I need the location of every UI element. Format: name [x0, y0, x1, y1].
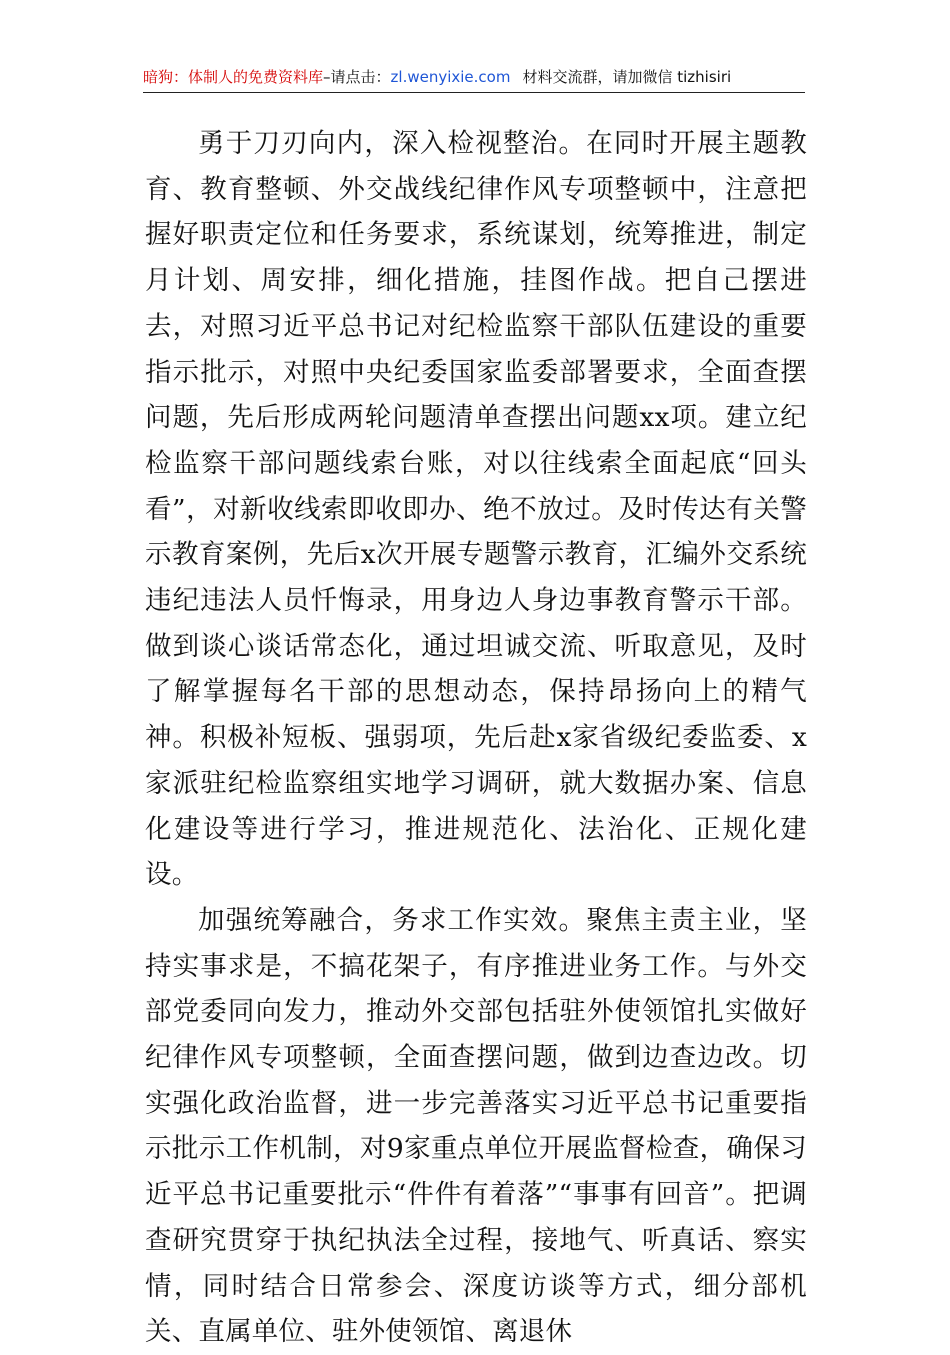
paragraph-1: 勇于刀刃向内，深入检视整治。在同时开展主题教育、教育整顿、外交战线纪律作风专项整顿中，注意把握好职责定位和任务要求，系统谋划，统筹推进，制定月计划、周安排，细化措施，挂图作战。把自己摆进去，对照习近平总书记对纪检监察干部队伍建设的重要指示批示，对照中央纪委国家监委部署要求，全面查摆问题，先后形成两轮问题清单查摆出问题xx项。建立纪检监察干部问题线索台账，对以往线索全面起底“回头看”，对新收线索即收即办、绝不放过。及时传达有关警示教育案例，先后x次开展专题警示教育，汇编外交系统违纪违法人员忏悔录，用身边人身边事教育警示干部。做到谈心谈话常态化，通过坦诚交流、听取意见，及时了解掌握每名干部的思想动态，保持昂扬向上的精气神。积极补短板、强弱项，先后赴x家省级纪委监委、x家派驻纪检监察组实地学习调研，就大数据办案、信息化建设等进行学习，推进规范化、法治化、正规化建设。: [145, 128, 807, 891]
page-header: [143, 66, 805, 93]
header-prompt: –请点击：: [323, 68, 391, 86]
header-contact: 材料交流群，请加微信 tizhisiri: [522, 68, 732, 86]
header-link[interactable]: zl.wenyixie.com: [390, 68, 511, 86]
document-body: [145, 121, 807, 1355]
paragraph-2: 加强统筹融合，务求工作实效。聚焦主责主业，坚持实事求是，不搞花架子，有序推进业务工作。与外交部党委同向发力，推动外交部包括驻外使领馆扎实做好纪律作风专项整顿，全面查摆问题，做到边查边改。切实强化政治监督，进一步完善落实习近平总书记重要指示批示工作机制，对9家重点单位开展监督检查，确保习近平总书记重要批示“件件有着落”“事事有回音”。把调查研究贯穿于执纪执法全过程，接地气、听真话、察实情，同时结合日常参会、深度访谈等方式，细分部机关、直属单位、驻外使领馆、离退休: [145, 904, 807, 1348]
header-brand: 暗狗：体制人的免费资料库: [143, 68, 324, 86]
